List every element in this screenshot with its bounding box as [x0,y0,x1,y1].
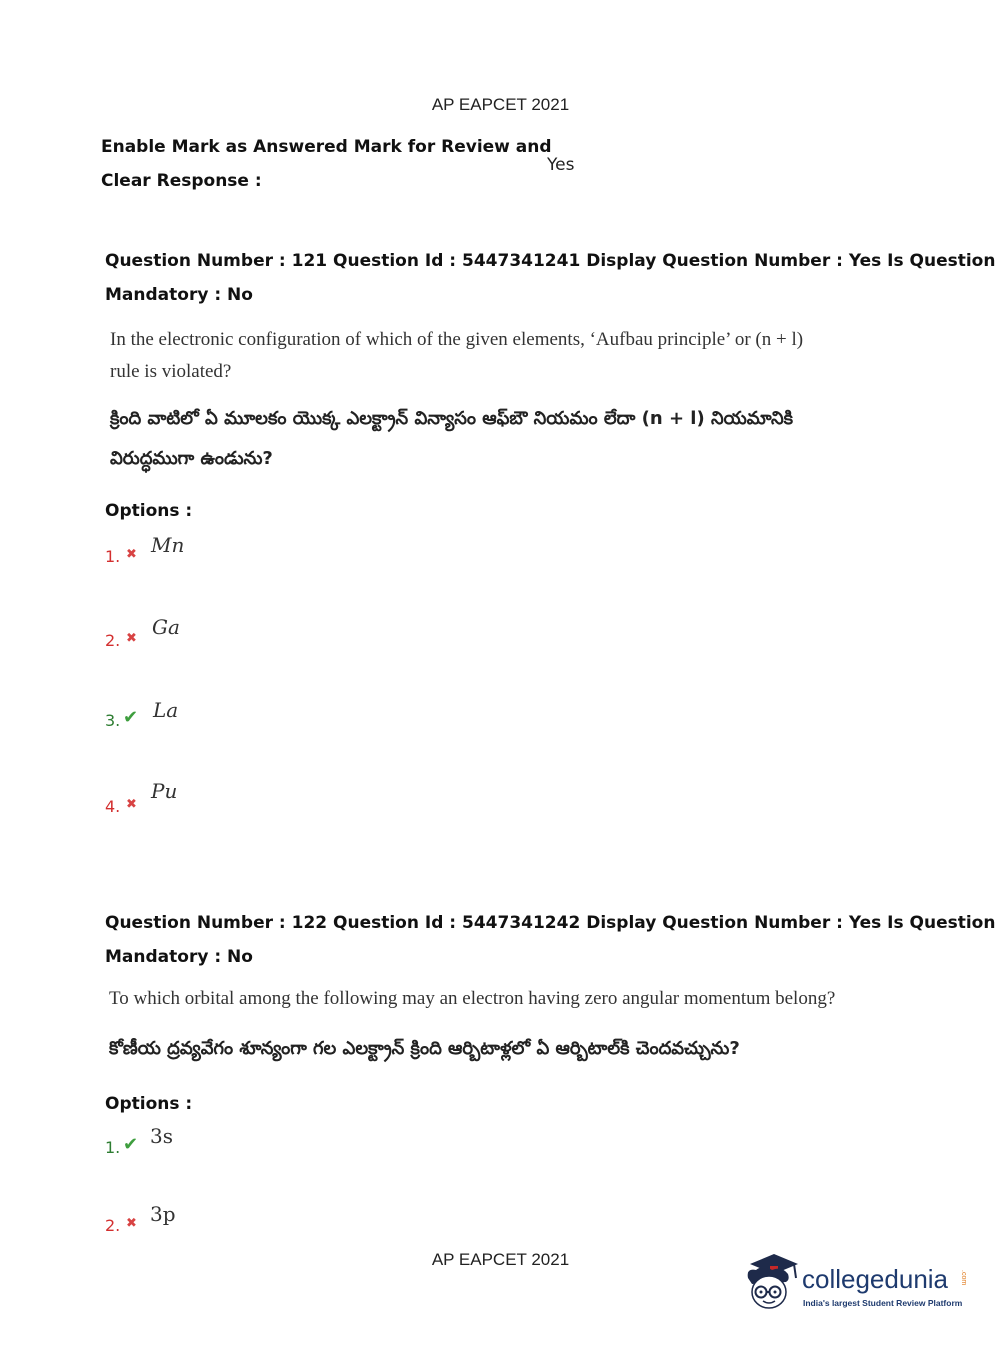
option-number: 3. [105,711,121,730]
option-number: 1. [105,547,121,566]
logo-tagline: India's largest Student Review Platform [803,1298,963,1308]
option-number: 2. [105,631,121,650]
logo-domain-suffix: .com [960,1270,967,1286]
option-text: Pu [151,779,178,803]
option-number: 4. [105,797,121,816]
question-text-telugu: కోణీయ ద్రవ్యవేగం శూన్యంగా గల ఎలక్ట్రాన్ క్రింది ఆర్బిటాళ్లలో ఏ ఆర్బిటాల్‌కి చెందవచ్చును? [109,1038,740,1059]
page-header-title: AP EAPCET 2021 [431,95,570,114]
settings-value: Yes [547,155,575,175]
options-label: Options : [105,501,193,521]
question-meta-line1: Question Number : 122 Question Id : 5447341242 Display Question Number : Yes Is Question [105,913,996,933]
option-number: 1. [105,1138,121,1157]
question-text-english-line2: rule is violated? [110,361,232,382]
wrong-mark-icon: ✖ [126,1216,137,1231]
question-meta-line1: Question Number : 121 Question Id : 5447341241 Display Question Number : Yes Is Question [105,251,996,271]
question-text-english: To which orbital among the following may an electron having zero angular momentum belong? [109,988,836,1009]
option-text: La [153,698,179,722]
option-text: 3p [150,1202,176,1226]
correct-mark-icon: ✔ [123,707,139,728]
logo-wordmark: collegedunia [802,1264,949,1294]
page-footer-title: AP EAPCET 2021 [431,1250,570,1269]
correct-mark-icon: ✔ [123,1134,139,1155]
wrong-mark-icon: ✖ [126,797,137,812]
option-number: 2. [105,1216,121,1235]
question-text-telugu: క్రింది వాటిలో ఏ మూలకం యొక్క ఎలక్ట్రాన్ విన్యాసం ఆఫ్‌బౌ నియమం లేదా (n + l) నియమానికి [110,408,794,429]
options-label: Options : [105,1094,193,1114]
mascot-logo-icon [742,1250,802,1314]
question-meta-line2: Mandatory : No [105,947,253,967]
option-text: 3s [150,1124,173,1148]
question-meta-line2: Mandatory : No [105,285,253,305]
option-text: Ga [152,615,180,639]
wrong-mark-icon: ✖ [126,547,137,562]
settings-label-line2: Clear Response : [101,171,262,191]
settings-label-line1: Enable Mark as Answered Mark for Review and [101,137,552,157]
question-text-telugu-line2: విరుద్ధముగా ఉండును? [110,448,273,469]
question-text-english: In the electronic configuration of which of the given elements, ‘Aufbau principle’ or (n + l) [110,329,804,350]
wrong-mark-icon: ✖ [126,631,137,646]
option-text: Mn [151,533,185,557]
collegedunia-logo [742,1250,972,1320]
